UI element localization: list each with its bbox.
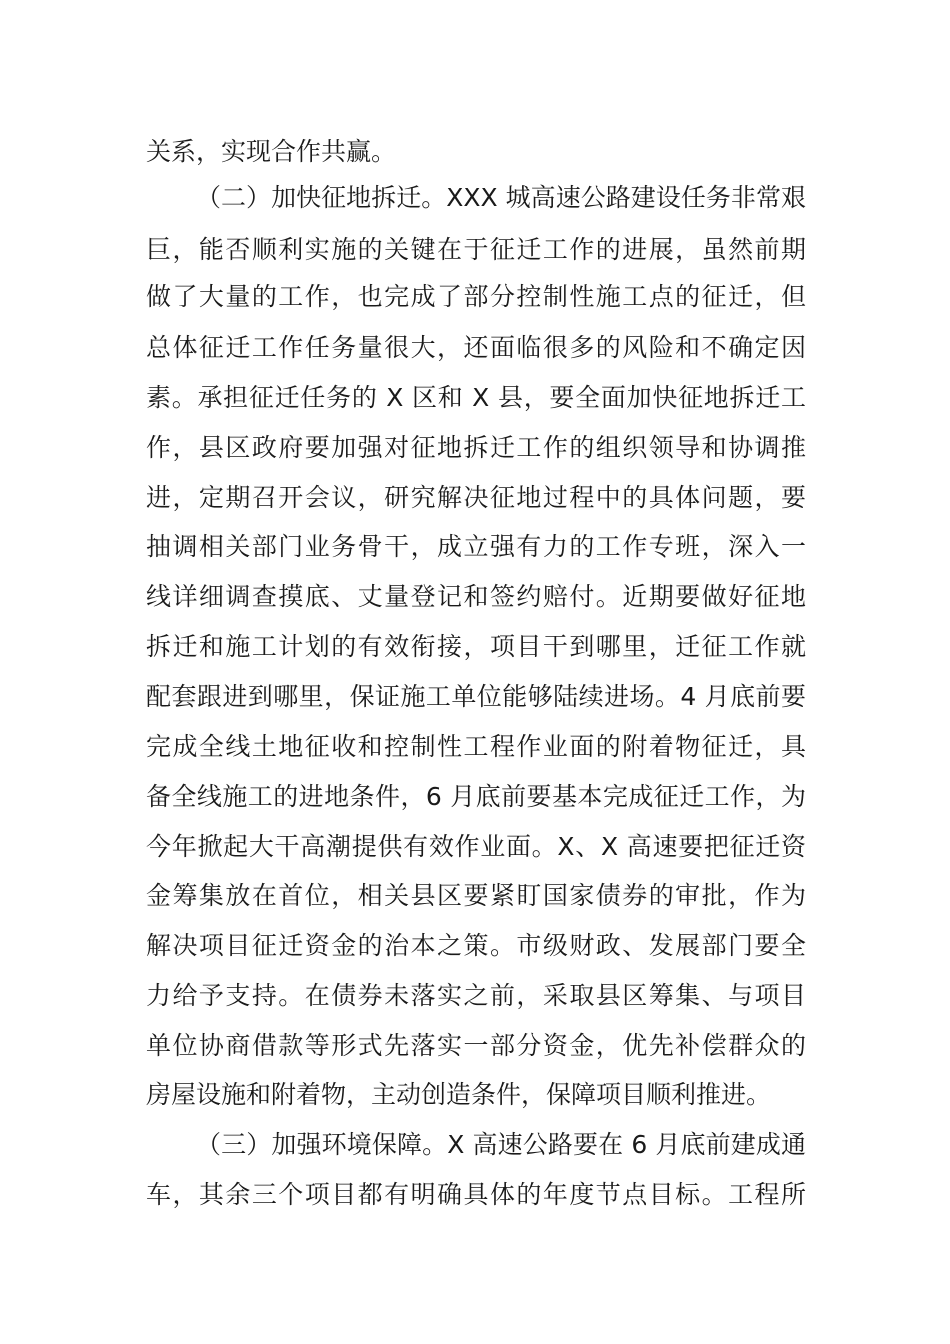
- paragraph-line: 备全线施工的进地条件，6 月底前要基本完成征迁工作，为: [146, 782, 806, 811]
- paragraph-line: 完成全线土地征收和控制性工程作业面的附着物征迁，具: [146, 732, 806, 761]
- paragraph-line: 素。承担征迁任务的 X 区和 X 县，要全面加快征地拆迁工: [146, 383, 806, 412]
- paragraph-line: 巨，能否顺利实施的关键在于征迁工作的进展，虽然前期: [146, 235, 806, 264]
- paragraph-line: 力给予支持。在债券未落实之前，采取县区筹集、与项目: [146, 981, 806, 1010]
- paragraph-line: 单位协商借款等形式先落实一部分资金，优先补偿群众的: [146, 1031, 806, 1060]
- paragraph-line: 今年掀起大干高潮提供有效作业面。X、X 高速要把征迁资: [146, 832, 806, 861]
- paragraph-line: 做了大量的工作，也完成了部分控制性施工点的征迁，但: [146, 282, 806, 311]
- paragraph-line: 配套跟进到哪里，保证施工单位能够陆续进场。4 月底前要: [146, 682, 806, 711]
- paragraph-line: （三）加强环境保障。X 高速公路要在 6 月底前建成通: [196, 1130, 806, 1159]
- paragraph-line: 进，定期召开会议，研究解决征地过程中的具体问题，要: [146, 483, 806, 512]
- paragraph-line: 总体征迁工作任务量很大，还面临很多的风险和不确定因: [146, 333, 806, 362]
- paragraph-line: 房屋设施和附着物，主动创造条件，保障项目顺利推进。: [146, 1080, 772, 1109]
- paragraph-line: 作，县区政府要加强对征地拆迁工作的组织领导和协调推: [146, 433, 806, 462]
- paragraph-line: （二）加快征地拆迁。XXX 城高速公路建设任务非常艰: [196, 183, 806, 212]
- paragraph-line: 线详细调查摸底、丈量登记和签约赔付。近期要做好征地: [146, 582, 806, 611]
- paragraph-line: 解决项目征迁资金的治本之策。市级财政、发展部门要全: [146, 931, 806, 960]
- paragraph-line: 拆迁和施工计划的有效衔接，项目干到哪里，迁征工作就: [146, 632, 806, 661]
- paragraph-line: 抽调相关部门业务骨干，成立强有力的工作专班，深入一: [146, 532, 806, 561]
- paragraph-line: 金筹集放在首位，相关县区要紧盯国家债券的审批，作为: [146, 881, 806, 910]
- paragraph-line: 关系，实现合作共赢。: [146, 137, 397, 166]
- paragraph-line: 车，其余三个项目都有明确具体的年度节点目标。工程所: [146, 1180, 806, 1209]
